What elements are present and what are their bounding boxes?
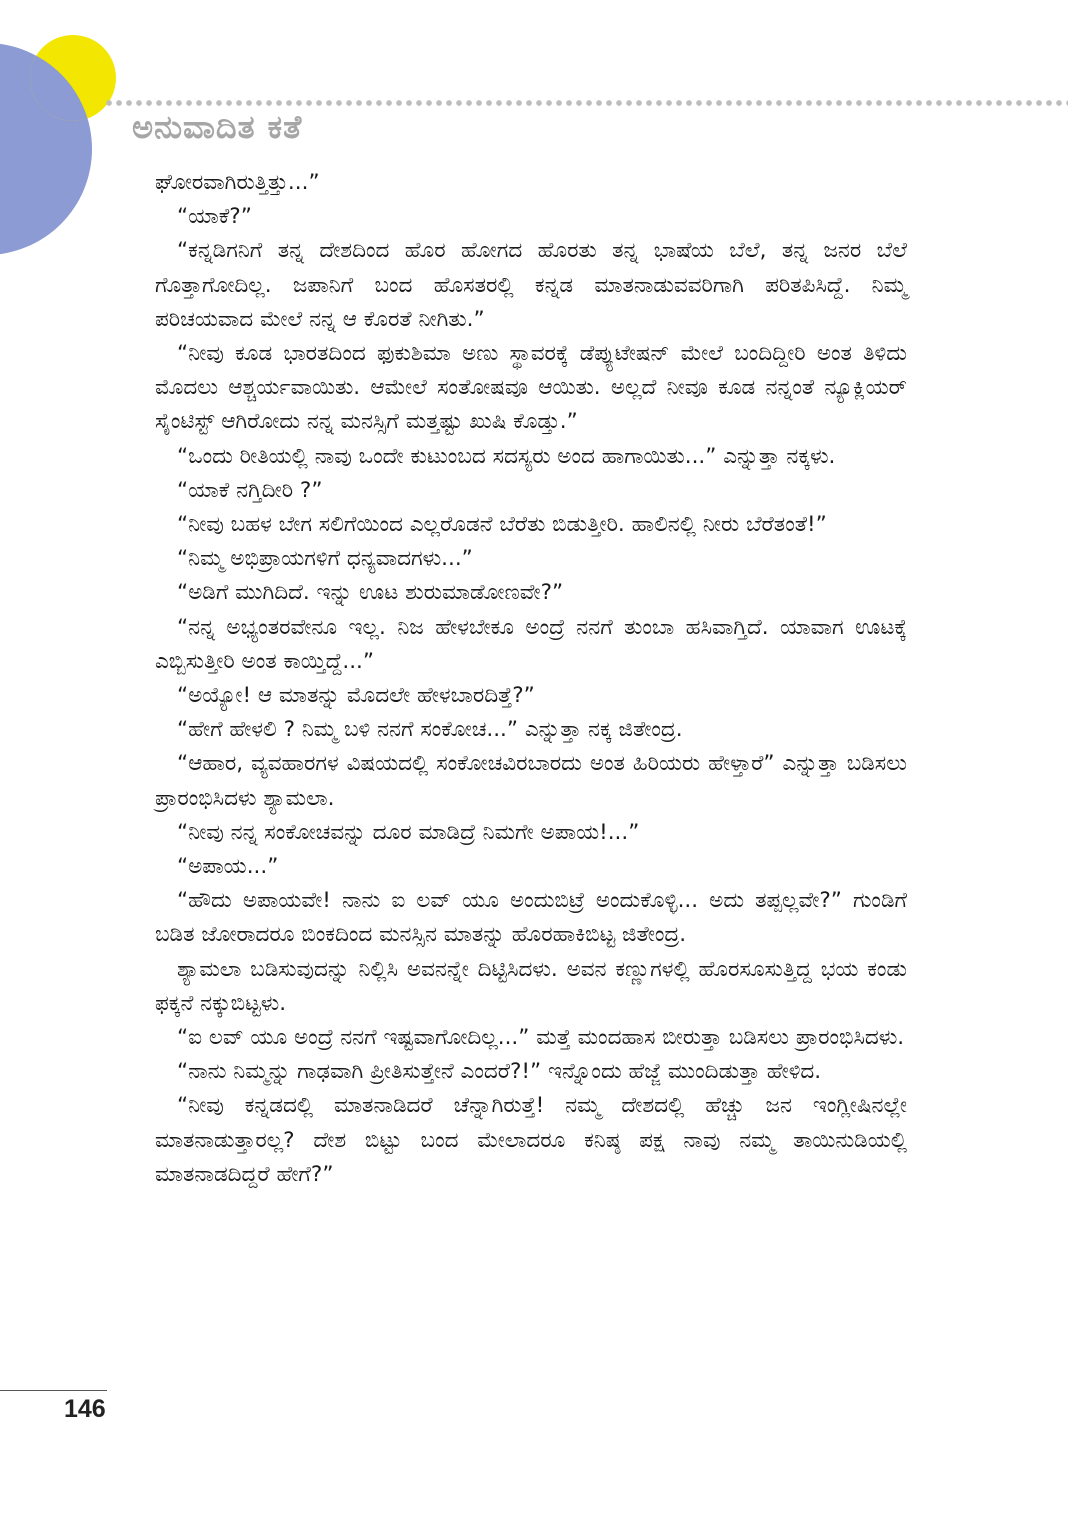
paragraph: “ನೀವು ಕನ್ನಡದಲ್ಲಿ ಮಾತನಾಡಿದರೆ ಚೆನ್ನಾಗಿರುತ್ತೆ! ನಮ್ಮ ದೇಶದಲ್ಲಿ ಹೆಚ್ಚು ಜನ ಇಂಗ್ಲೀಷಿನಲ್ಲೇ ಮಾತನಾಡುತ್ತಾರಲ್ಲ? ದೇಶ ಬಿಟ್ಟು ಬಂದ ಮೇಲಾದರೂ ಕನಿಷ್ಠ ಪಕ್ಷ ನಾವು ನಮ್ಮ ತಾಯಿನುಡಿಯಲ್ಲಿ ಮಾತನಾಡದಿದ್ದರೆ ಹೇಗೆ?” (155, 1093, 907, 1187)
paragraph: “ಐ ಲವ್ ಯೂ ಅಂದ್ರೆ ನನಗೆ ಇಷ್ಟವಾಗೋದಿಲ್ಲ...” ಮತ್ತೆ ಮಂದಹಾಸ ಬೀರುತ್ತಾ ಬಡಿಸಲು ಪ್ರಾರಂಭಿಸಿದಳು. (177, 1025, 905, 1051)
paragraph: “ಅಪಾಯ...” (177, 854, 279, 880)
paragraph: “ಯಾಕೆ?” (177, 204, 252, 230)
paragraph: “ಹೇಗೆ ಹೇಳಲಿ ? ನಿಮ್ಮ ಬಳಿ ನನಗೆ ಸಂಕೋಚ...” ಎನ್ನುತ್ತಾ ನಕ್ಕ ಜಿತೇಂದ್ರ. (177, 717, 683, 743)
paragraph: “ಅಡಿಗೆ ಮುಗಿದಿದೆ. ಇನ್ನು ಊಟ ಶುರುಮಾಡೋಣವೇ?” (177, 580, 564, 606)
story-text (155, 166, 907, 1192)
paragraph: “ನಾನು ನಿಮ್ಮನ್ನು ಗಾಢವಾಗಿ ಪ್ರೀತಿಸುತ್ತೇನೆ ಎಂದರೆ?!” ಇನ್ನೊಂದು ಹೆಜ್ಜೆ ಮುಂದಿಡುತ್ತಾ ಹೇಳಿದ. (177, 1059, 822, 1085)
paragraph: “ನಿಮ್ಮ ಅಭಿಪ್ರಾಯಗಳಿಗೆ ಧನ್ಯವಾದಗಳು...” (177, 546, 473, 572)
paragraph: ಶ್ಯಾಮಲಾ ಬಡಿಸುವುದನ್ನು ನಿಲ್ಲಿಸಿ ಅವನನ್ನೇ ದಿಟ್ಟಿಸಿದಳು. ಅವನ ಕಣ್ಣುಗಳಲ್ಲಿ ಹೊರಸೂಸುತ್ತಿದ್ದ ಭಯ ಕಂಡು ಫಕ್ಕನೆ ನಕ್ಕುಬಿಟ್ಟಳು. (155, 956, 907, 1016)
footer-rule (0, 1390, 107, 1391)
paragraph: ಘೋರವಾಗಿರುತ್ತಿತ್ತು...” (155, 170, 320, 195)
page-number: 146 (64, 1395, 106, 1423)
paragraph: “ನೀವು ಕೂಡ ಭಾರತದಿಂದ ಫುಕುಶಿಮಾ ಅಣು ಸ್ಥಾವರಕ್ಕೆ ಡೆಪ್ಯುಟೇಷನ್ ಮೇಲೆ ಬಂದಿದ್ದೀರಿ ಅಂತ ತಿಳಿದು ಮೊದಲು ಆಶ್ಚರ್ಯವಾಯಿತು. ಆಮೇಲೆ ಸಂತೋಷವೂ ಆಯಿತು. ಅಲ್ಲದೆ ನೀವೂ ಕೂಡ ನನ್ನಂತೆ ನ್ಯೂಕ್ಲಿಯರ್ ಸೈಂಟಿಸ್ಟ್ ಆಗಿರೋದು ನನ್ನ ಮನಸ್ಸಿಗೆ ಮತ್ತಷ್ಟು ಖುಷಿ ಕೊಡ್ತು.” (155, 341, 907, 435)
dotted-header-rule (104, 98, 1068, 108)
paragraph: “ನೀವು ನನ್ನ ಸಂಕೋಚವನ್ನು ದೂರ ಮಾಡಿದ್ರೆ ನಿಮಗೇ ಅಪಾಯ!...” (177, 819, 640, 845)
paragraph: “ನನ್ನ ಅಭ್ಯಂತರವೇನೂ ಇಲ್ಲ. ನಿಜ ಹೇಳಬೇಕೂ ಅಂದ್ರೆ ನನಗೆ ತುಂಬಾ ಹಸಿವಾಗ್ತಿದೆ. ಯಾವಾಗ ಊಟಕ್ಕೆ ಎಬ್ಬಿಸುತ್ತೀರಿ ಅಂತ ಕಾಯ್ತಿದ್ದೆ...” (155, 614, 907, 674)
paragraph: “ನೀವು ಬಹಳ ಬೇಗ ಸಲಿಗೆಯಿಂದ ಎಲ್ಲರೊಡನೆ ಬೆರೆತು ಬಿಡುತ್ತೀರಿ. ಹಾಲಿನಲ್ಲಿ ನೀರು ಬೆರೆತಂತೆ!” (177, 512, 827, 538)
paragraph: “ಯಾಕೆ ನಗ್ತಿದೀರಿ ?” (177, 477, 323, 503)
paragraph: “ಆಹಾರ, ವ್ಯವಹಾರಗಳ ವಿಷಯದಲ್ಲಿ ಸಂಕೋಚವಿರಬಾರದು ಅಂತ ಹಿರಿಯರು ಹೇಳ್ತಾರೆ” ಎನ್ನುತ್ತಾ ಬಡಿಸಲು ಪ್ರಾರಂಭಿಸಿದಳು ಶ್ಯಾಮಲಾ. (155, 751, 907, 811)
paragraph: “ಅಯ್ಯೋ! ಆ ಮಾತನ್ನು ಮೊದಲೇ ಹೇಳಬಾರದಿತ್ತೆ?” (177, 683, 535, 709)
paragraph: “ಹೌದು ಅಪಾಯವೇ! ನಾನು ಐ ಲವ್ ಯೂ ಅಂದುಬಿಟ್ರೆ ಅಂದುಕೊಳ್ಳಿ... ಅದು ತಪ್ಪಲ್ಲವೇ?” ಗುಂಡಿಗೆ ಬಡಿತ ಜೋರಾದರೂ ಬಿಂಕದಿಂದ ಮನಸ್ಸಿನ ಮಾತನ್ನು ಹೊರಹಾಕಿಬಿಟ್ಟ ಜಿತೇಂದ್ರ. (155, 888, 907, 948)
paragraph: “ಒಂದು ರೀತಿಯಲ್ಲಿ ನಾವು ಒಂದೇ ಕುಟುಂಬದ ಸದಸ್ಯರು ಅಂದ ಹಾಗಾಯಿತು...” ಎನ್ನುತ್ತಾ ನಕ್ಕಳು. (177, 443, 836, 469)
paragraph: “ಕನ್ನಡಿಗನಿಗೆ ತನ್ನ ದೇಶದಿಂದ ಹೊರ ಹೋಗದ ಹೊರತು ತನ್ನ ಭಾಷೆಯ ಬೆಲೆ, ತನ್ನ ಜನರ ಬೆಲೆ ಗೊತ್ತಾಗೋದಿಲ್ಲ. ಜಪಾನಿಗೆ ಬಂದ ಹೊಸತರಲ್ಲಿ ಕನ್ನಡ ಮಾತನಾಡುವವರಿಗಾಗಿ ಪರಿತಪಿಸಿದ್ದೆ. ನಿಮ್ಮ ಪರಿಚಯವಾದ ಮೇಲೆ ನನ್ನ ಆ ಕೊರತೆ ನೀಗಿತು.” (155, 238, 908, 332)
section-title: ಅನುವಾದಿತ ಕತೆ (132, 108, 303, 146)
